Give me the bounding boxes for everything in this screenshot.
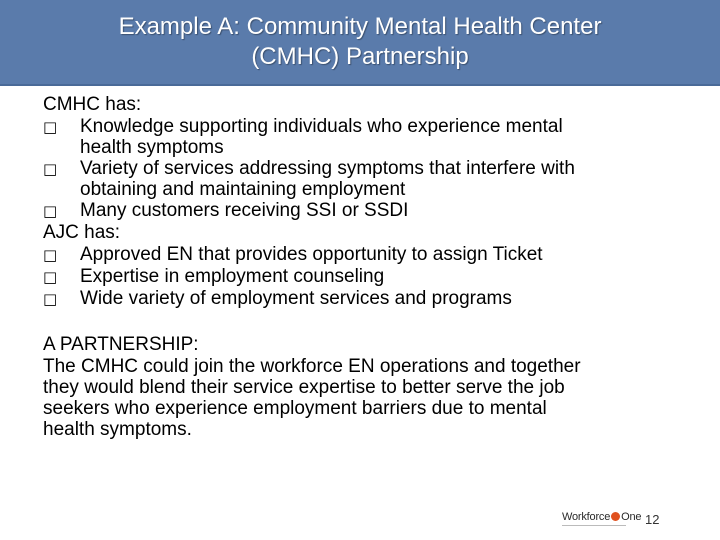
ajc-bullet-1 <box>43 244 683 266</box>
slide-title-line-1: Example A: Community Mental Health Center <box>118 13 602 40</box>
checkbox-bullet-icon: □ <box>43 118 58 136</box>
ajc-bullet-3 <box>43 288 683 310</box>
bullet-line: Approved EN that provides opportunity to assign Ticket <box>80 244 543 265</box>
partnership-paragraph <box>43 356 683 440</box>
cmhc-bullet-3 <box>43 200 683 222</box>
checkbox-bullet-icon: □ <box>43 160 58 178</box>
checkbox-bullet-icon: □ <box>43 290 58 308</box>
logo-text-left: Workforce <box>562 511 611 523</box>
cmhc-heading: CMHC has: <box>43 94 142 115</box>
page-number: 12 <box>645 512 660 527</box>
cmhc-bullet-text <box>80 200 683 221</box>
ajc-bullet-text <box>80 244 683 265</box>
cmhc-bullet-1 <box>43 116 683 158</box>
slide-body <box>43 94 683 440</box>
bullet-line: Variety of services addressing symptoms that interfere with <box>80 158 575 179</box>
workforce-one-logo <box>562 511 642 535</box>
checkbox-bullet-icon: □ <box>43 202 58 220</box>
bullet-line: Expertise in employment counseling <box>80 266 385 287</box>
bullet-line: Many customers receiving SSI or SSDI <box>80 200 409 221</box>
ajc-bullet-text <box>80 288 683 309</box>
section-spacer <box>43 310 683 334</box>
logo-dot-icon <box>611 512 620 521</box>
ajc-heading: AJC has: <box>43 222 121 243</box>
ajc-bullet-2 <box>43 266 683 288</box>
logo-text-right: One <box>621 511 642 523</box>
logo-tagline-rule <box>562 525 626 526</box>
partnership-heading: A PARTNERSHIP: <box>43 334 199 355</box>
checkbox-bullet-icon: □ <box>43 268 58 286</box>
bullet-line: obtaining and maintaining employment <box>80 179 406 200</box>
paragraph-line: health symptoms. <box>43 419 192 440</box>
cmhc-bullet-2 <box>43 158 683 200</box>
paragraph-line: seekers who experience employment barriers due to mental <box>43 398 547 419</box>
slide-title-bar <box>0 0 720 86</box>
bullet-line: Wide variety of employment services and programs <box>80 288 512 309</box>
bullet-line: health symptoms <box>80 137 224 158</box>
bullet-line: Knowledge supporting individuals who experience mental <box>80 116 563 137</box>
cmhc-bullet-text <box>80 158 683 200</box>
checkbox-bullet-icon: □ <box>43 246 58 264</box>
ajc-bullet-text <box>80 266 683 287</box>
slide-title-line-2: (CMHC) Partnership <box>251 43 469 70</box>
paragraph-line: The CMHC could join the workforce EN operations and together <box>43 356 581 377</box>
cmhc-bullet-text <box>80 116 683 158</box>
paragraph-line: they would blend their service expertise to better serve the job <box>43 377 565 398</box>
